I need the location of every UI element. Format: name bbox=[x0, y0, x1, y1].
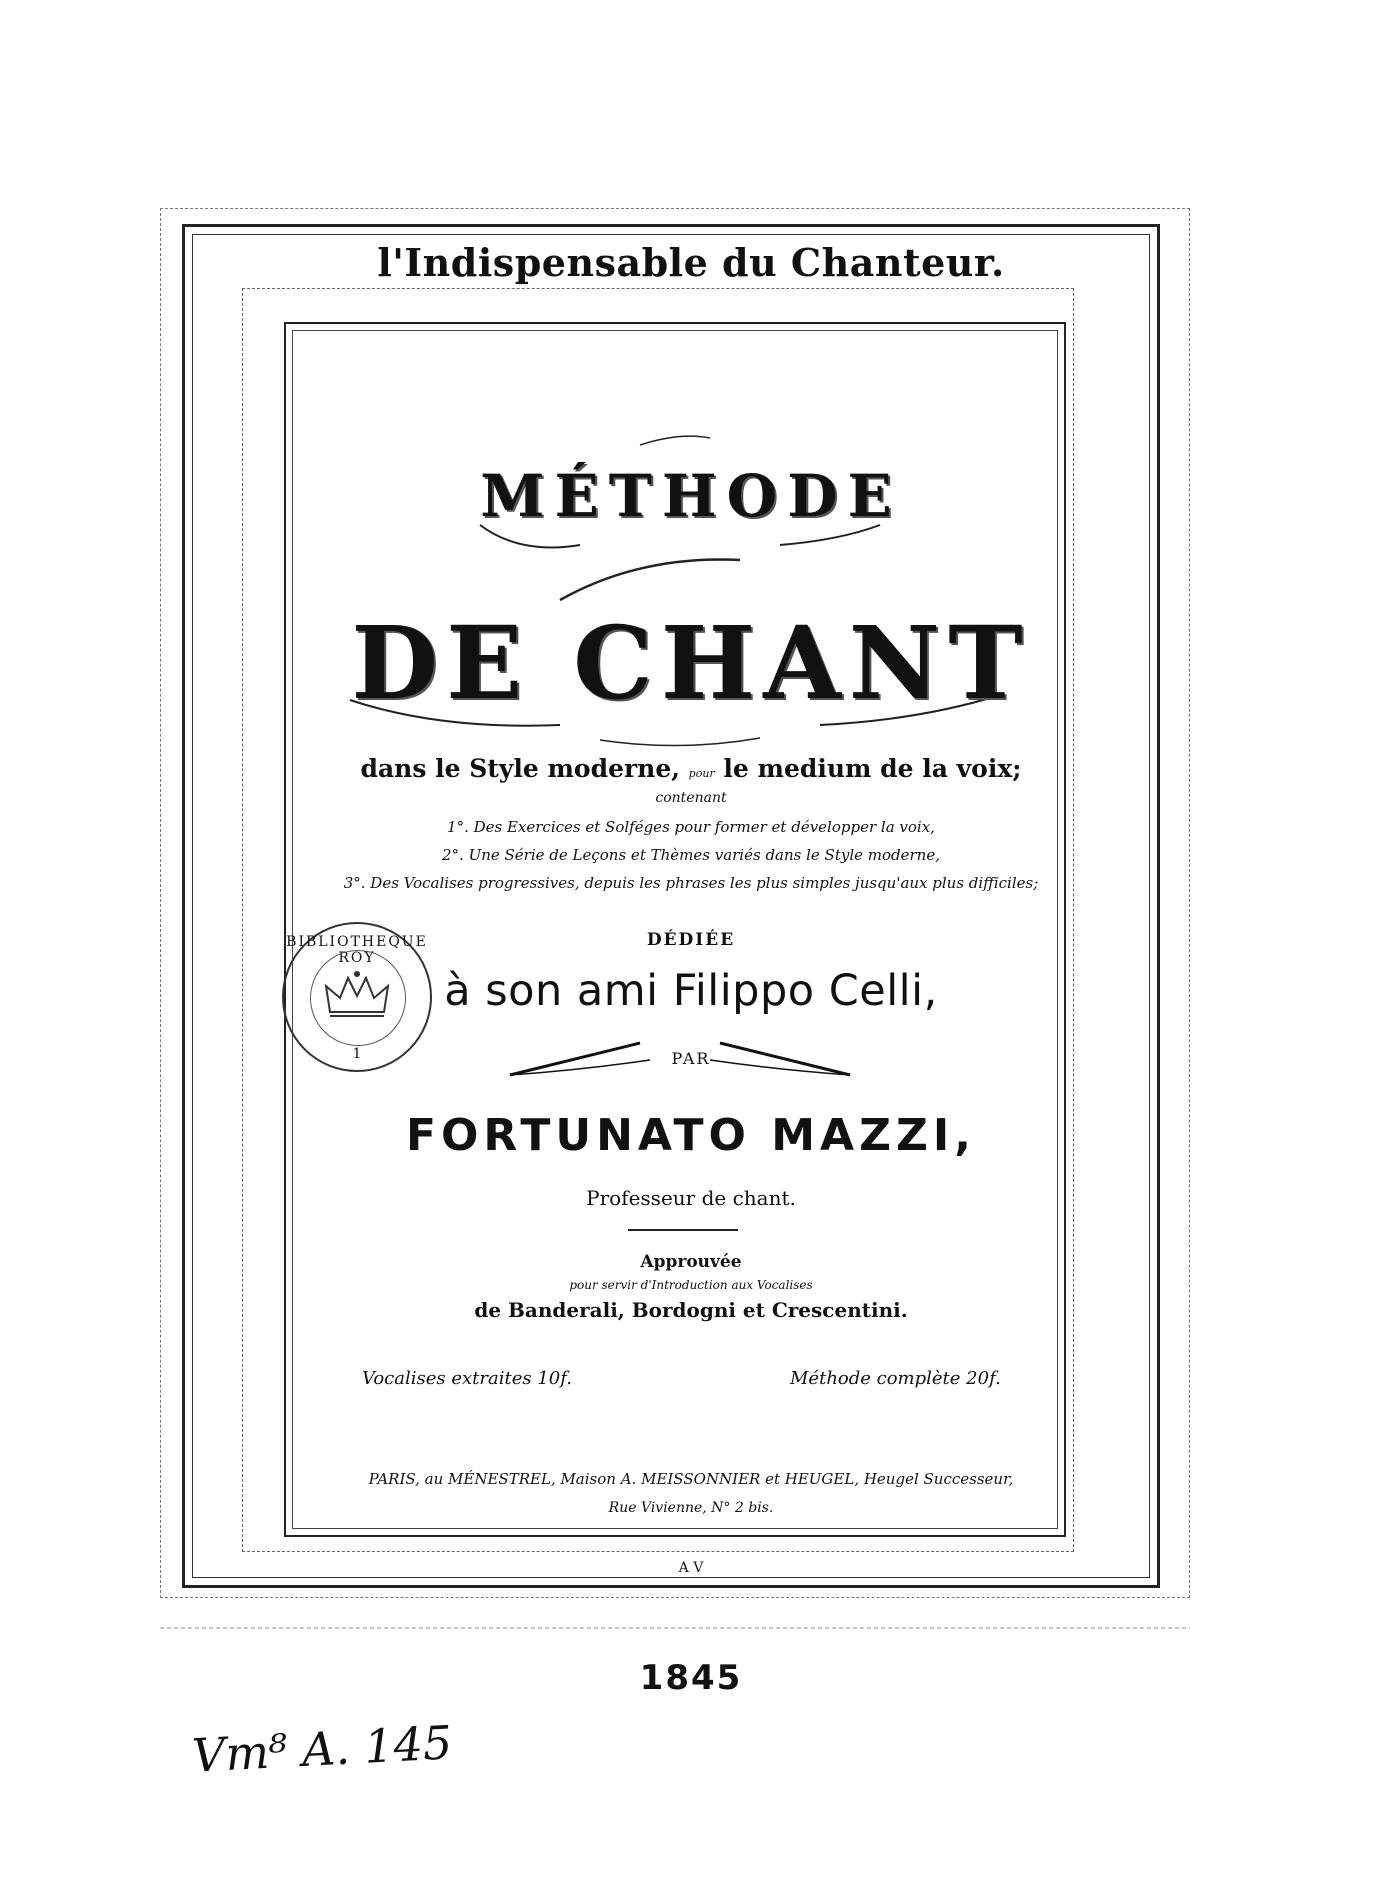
plate-number: A V bbox=[678, 1560, 704, 1576]
author-profession: Professeur de chant. bbox=[586, 1186, 796, 1210]
author-name: FORTUNATO MAZZI, bbox=[405, 1110, 977, 1161]
contents-item-3: 3°. Des Vocalises progressives, depuis les phrases les plus simples jusqu'aux plus difficiles; bbox=[343, 874, 1039, 892]
title-de-chant: DE CHANT bbox=[351, 604, 1031, 722]
contents-item-2: 2°. Une Série de Leçons et Thèmes variés dans le Style moderne, bbox=[442, 846, 940, 864]
price-methode: Méthode complète 20f. bbox=[790, 1368, 1001, 1389]
price-vocalises: Vocalises extraites 10f. bbox=[362, 1368, 572, 1389]
approuvee-label: Approuvée bbox=[640, 1252, 742, 1272]
stamp-text: BIBLIOTHEQUE ROY bbox=[286, 934, 428, 966]
intro-line: pour servir d'Introduction aux Vocalises bbox=[569, 1278, 813, 1292]
dedication: à son ami Filippo Celli, bbox=[444, 966, 938, 1016]
subtitle-small: pour bbox=[688, 767, 715, 780]
contents-item-1: 1°. Des Exercices et Solféges pour former et développer la voix, bbox=[447, 818, 935, 836]
publisher-line-2: Rue Vivienne, N° 2 bis. bbox=[608, 1500, 774, 1516]
shelfmark: Vm⁸ A. 145 bbox=[190, 1715, 454, 1783]
dediee-label: DÉDIÉE bbox=[646, 930, 736, 950]
par-label: PAR bbox=[671, 1049, 711, 1068]
vocalise-authors: de Banderali, Bordogni et Crescentini. bbox=[474, 1298, 908, 1322]
header-title: l'Indispensable du Chanteur. bbox=[377, 240, 1005, 285]
year: 1845 bbox=[639, 1658, 743, 1698]
stamp-number: 1 bbox=[352, 1046, 362, 1062]
contenant-label: contenant bbox=[655, 790, 727, 806]
subtitle-end: le medium de la voix; bbox=[723, 754, 1022, 783]
title-methode: MÉTHODE bbox=[480, 462, 902, 530]
flourish-methode-top bbox=[640, 436, 710, 445]
flourish-dechant-top bbox=[560, 560, 740, 601]
publisher-line-1: PARIS, au MÉNESTREL, Maison A. MEISSONNIER et HEUGEL, Heugel Successeur, bbox=[368, 1470, 1014, 1488]
crown-icon bbox=[322, 968, 392, 1022]
subtitle bbox=[0, 754, 1382, 783]
subtitle-text: dans le Style moderne, bbox=[360, 754, 680, 783]
flourish-dechant-bottom bbox=[600, 738, 760, 746]
